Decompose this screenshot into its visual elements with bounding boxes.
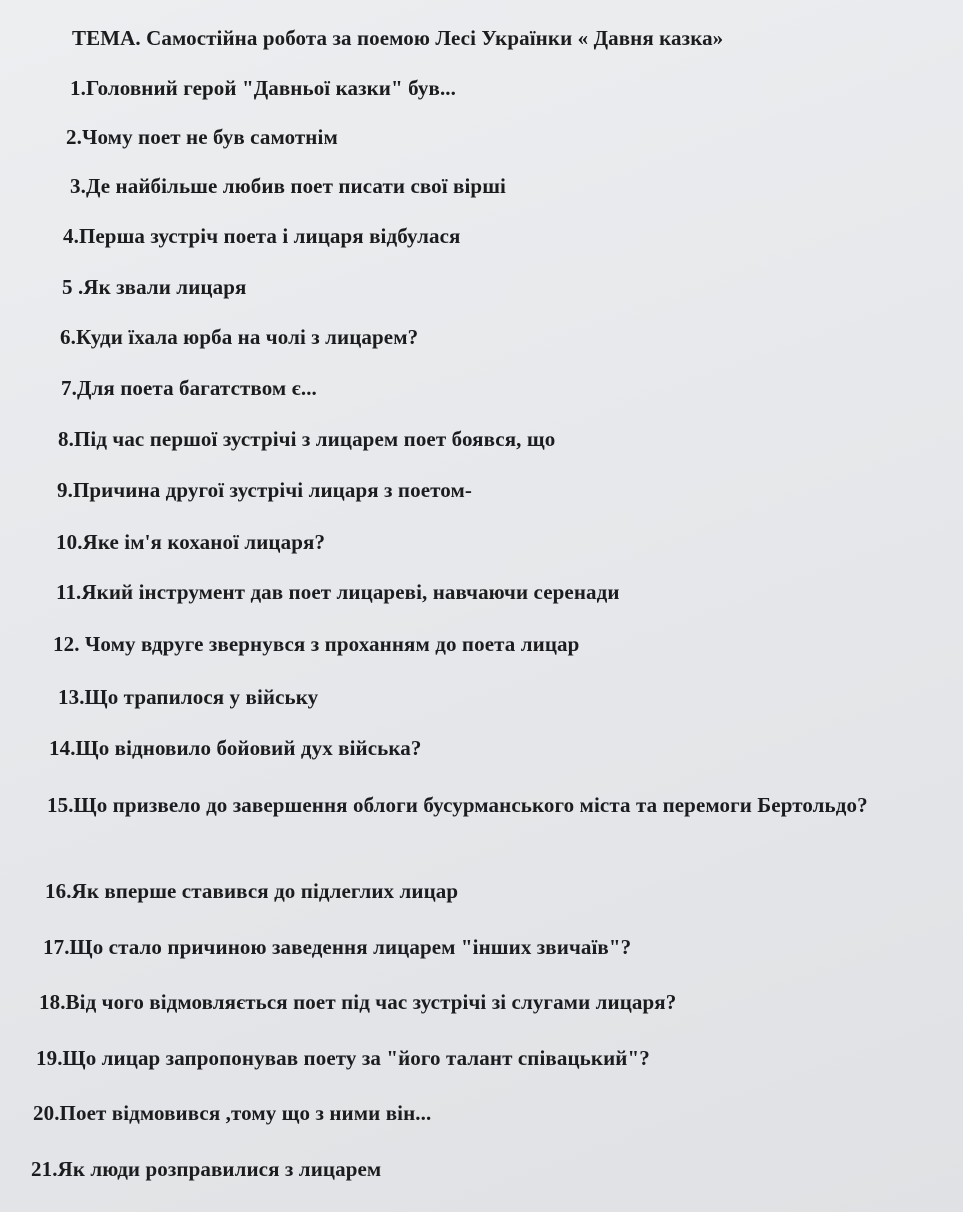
question-7: 7.Для поета багатством є... xyxy=(61,376,317,400)
question-5: 5 .Як звали лицаря xyxy=(62,275,247,299)
question-13: 13.Що трапилося у війську xyxy=(58,685,319,709)
question-2: 2.Чому поет не був самотнім xyxy=(66,125,338,149)
question-20: 20.Поет відмовився ,тому що з ними він... xyxy=(33,1101,432,1125)
question-3: 3.Де найбільше любив поет писати свої вірші xyxy=(70,174,506,198)
question-14: 14.Що відновило бойовий дух війська? xyxy=(49,736,422,760)
question-18: 18.Від чого відмовляється поет під час зустрічі зі слугами лицаря? xyxy=(39,990,677,1014)
question-17: 17.Що стало причиною заведення лицарем "інших звичаїв"? xyxy=(43,935,632,959)
question-6: 6.Куди їхала юрба на чолі з лицарем? xyxy=(60,325,419,349)
worksheet-title: ТЕМА. Самостійна робота за поемою Лесі Українки « Давня казка» xyxy=(72,26,724,50)
question-10: 10.Яке ім'я коханої лицаря? xyxy=(56,530,326,554)
question-19: 19.Що лицар запропонував поету за "його талант співацький"? xyxy=(36,1046,650,1070)
question-4: 4.Перша зустріч поета і лицаря відбулася xyxy=(63,224,461,248)
question-8: 8.Під час першої зустрічі з лицарем поет боявся, що xyxy=(58,427,556,451)
question-15: 15.Що призвело до завершення облоги бусурманського міста та перемоги Бертольдо? xyxy=(47,793,868,817)
question-16: 16.Як вперше ставився до підлеглих лицар xyxy=(45,879,459,903)
question-1: 1.Головний герой "Давньої казки" був... xyxy=(70,76,457,100)
question-9: 9.Причина другої зустрічі лицаря з поетом- xyxy=(57,478,472,502)
question-21: 21.Як люди розправилися з лицарем xyxy=(31,1157,382,1181)
question-12: 12. Чому вдруге звернувся з проханням до поета лицар xyxy=(53,632,580,656)
question-11: 11.Який інструмент дав поет лицареві, навчаючи серенади xyxy=(56,580,620,604)
